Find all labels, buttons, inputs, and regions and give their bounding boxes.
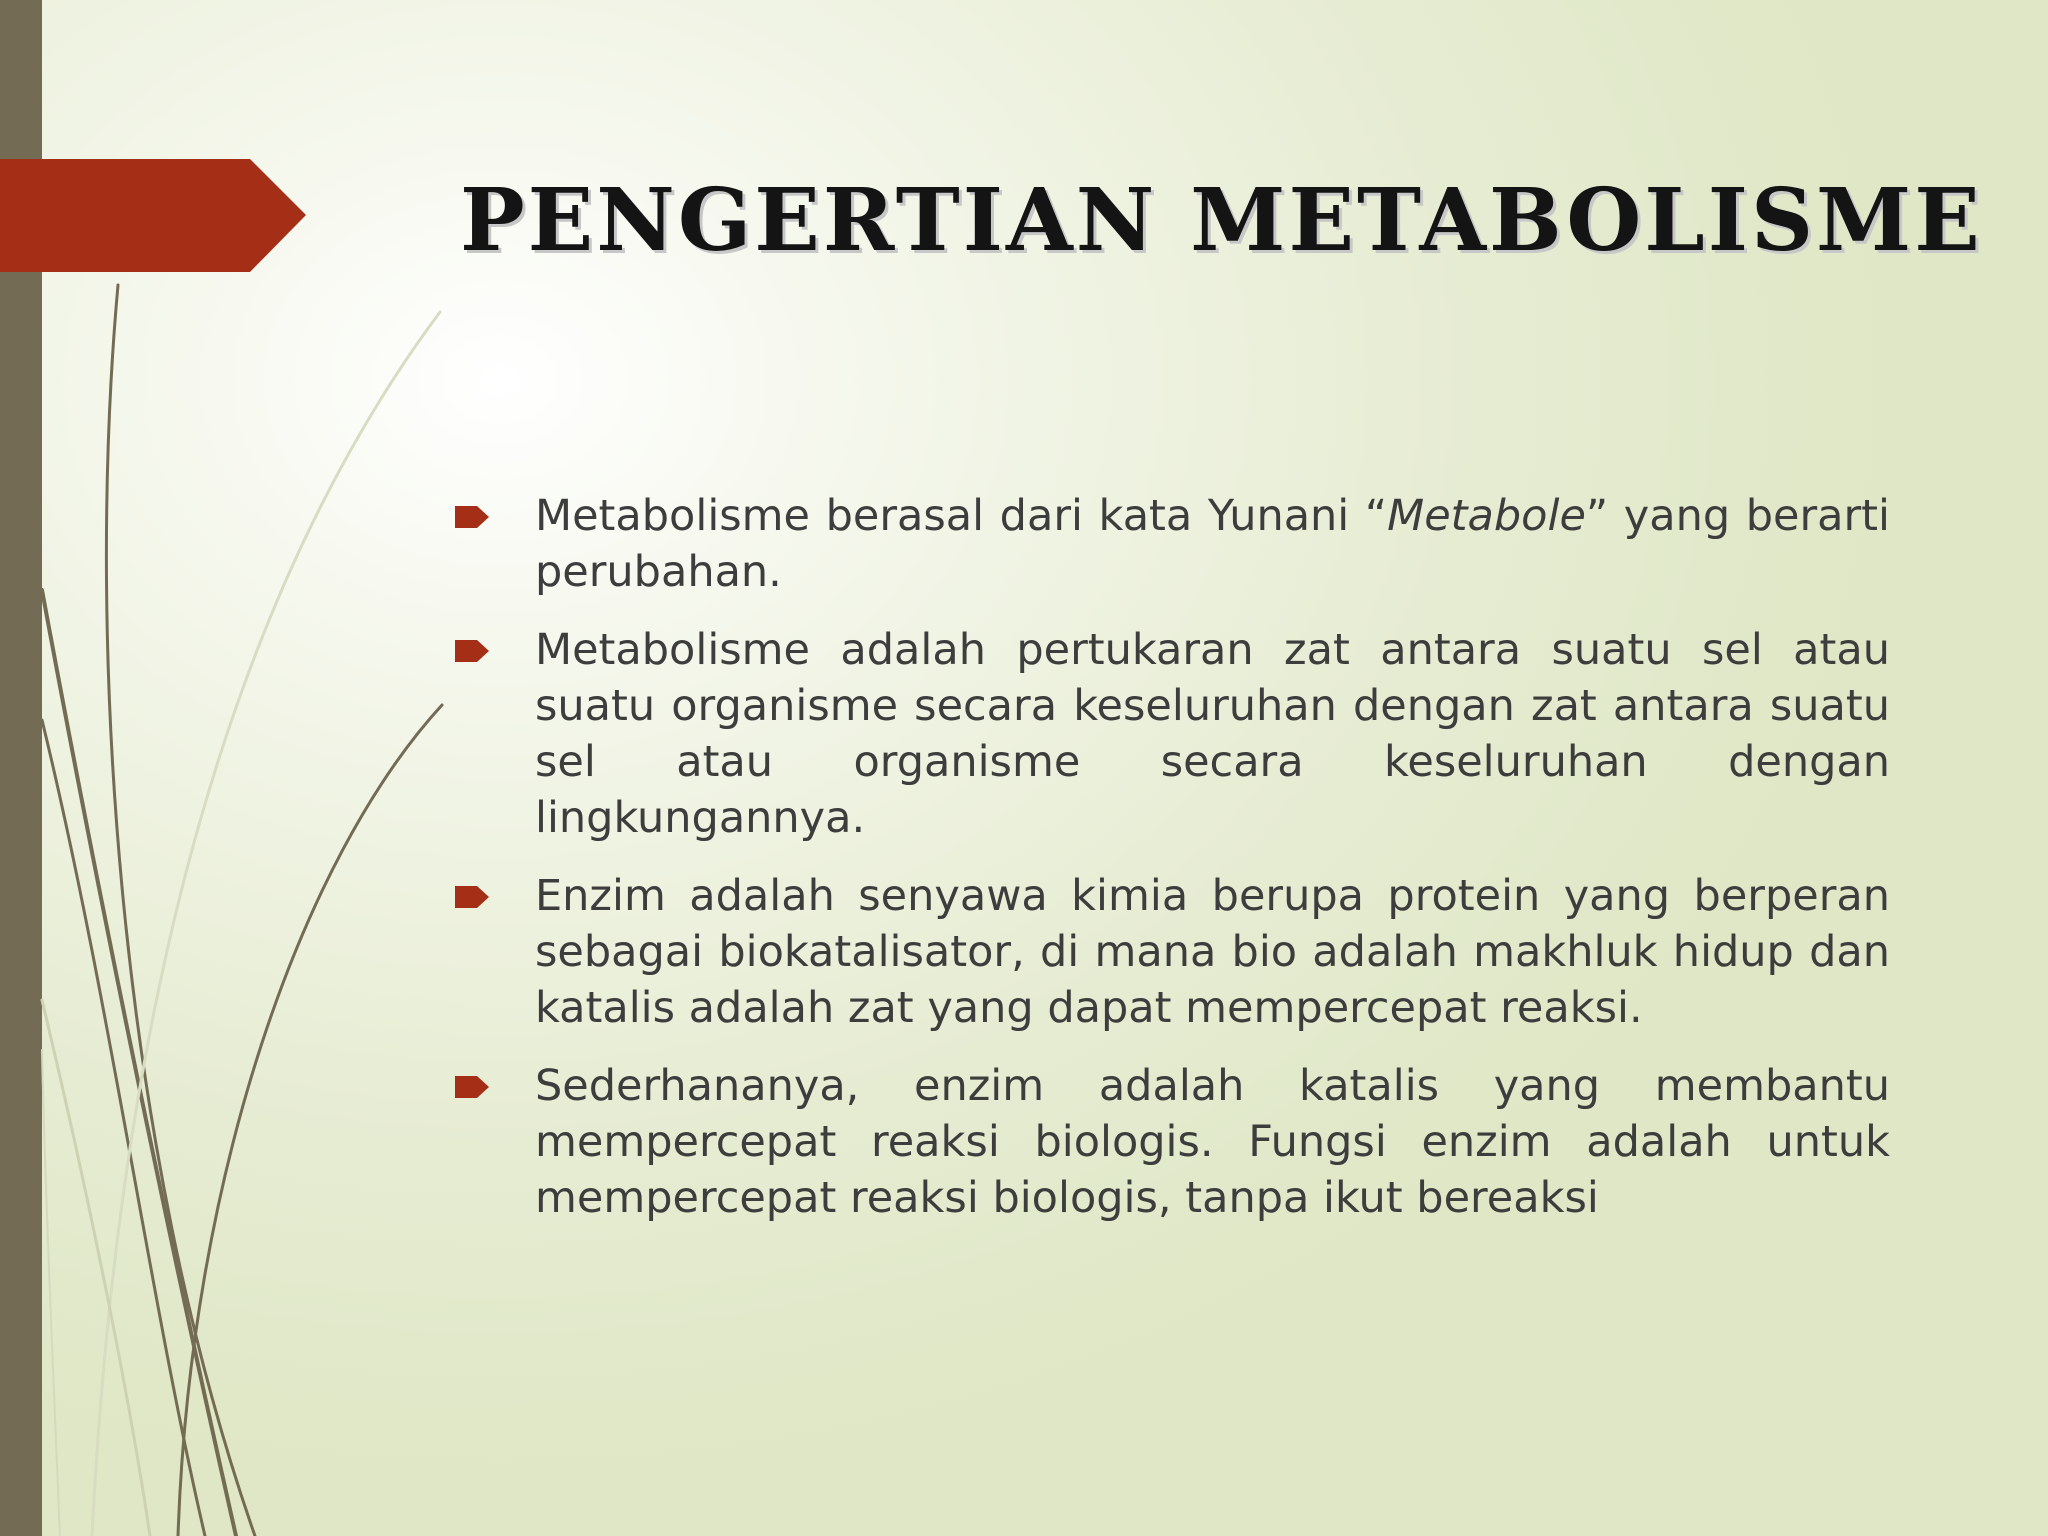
arrow-bullet-icon — [455, 1076, 489, 1098]
bullet-text: Metabolisme adalah pertukaran zat antara suatu sel atau suatu organisme secara keseluruhan dengan zat antara suatu sel atau organisme secara keseluruhan dengan lingkungannya. — [535, 625, 1890, 843]
bullet-text: ” yang berarti perubahan. — [535, 491, 1890, 597]
bullet-item-3 — [455, 868, 1890, 1036]
arrow-bullet-icon — [455, 640, 489, 662]
bullet-item-4 — [455, 1058, 1890, 1226]
bullet-item-1 — [455, 488, 1890, 600]
bullet-list — [455, 488, 1890, 1248]
bullet-text: Sederhananya, enzim adalah katalis yang membantu mempercepat reaksi biologis. Fungsi enzim adalah untuk mempercepat reaksi biologis, tanpa ikut bereaksi — [535, 1061, 1890, 1223]
title-ribbon-arrow — [0, 159, 310, 272]
bullet-emphasis: Metabole — [1387, 491, 1586, 541]
slide-title: PENGERTIAN METABOLISME — [460, 170, 1983, 271]
arrow-bullet-icon — [455, 506, 489, 528]
bullet-text: Metabolisme berasal dari kata Yunani “ — [535, 491, 1388, 541]
arrow-bullet-icon — [455, 886, 489, 908]
bullet-item-2 — [455, 622, 1890, 846]
bullet-text: Enzim adalah senyawa kimia berupa protein yang berperan sebagai biokatalisator, di mana bio adalah makhluk hidup dan katalis adalah zat yang dapat mempercepat reaksi. — [535, 871, 1890, 1033]
